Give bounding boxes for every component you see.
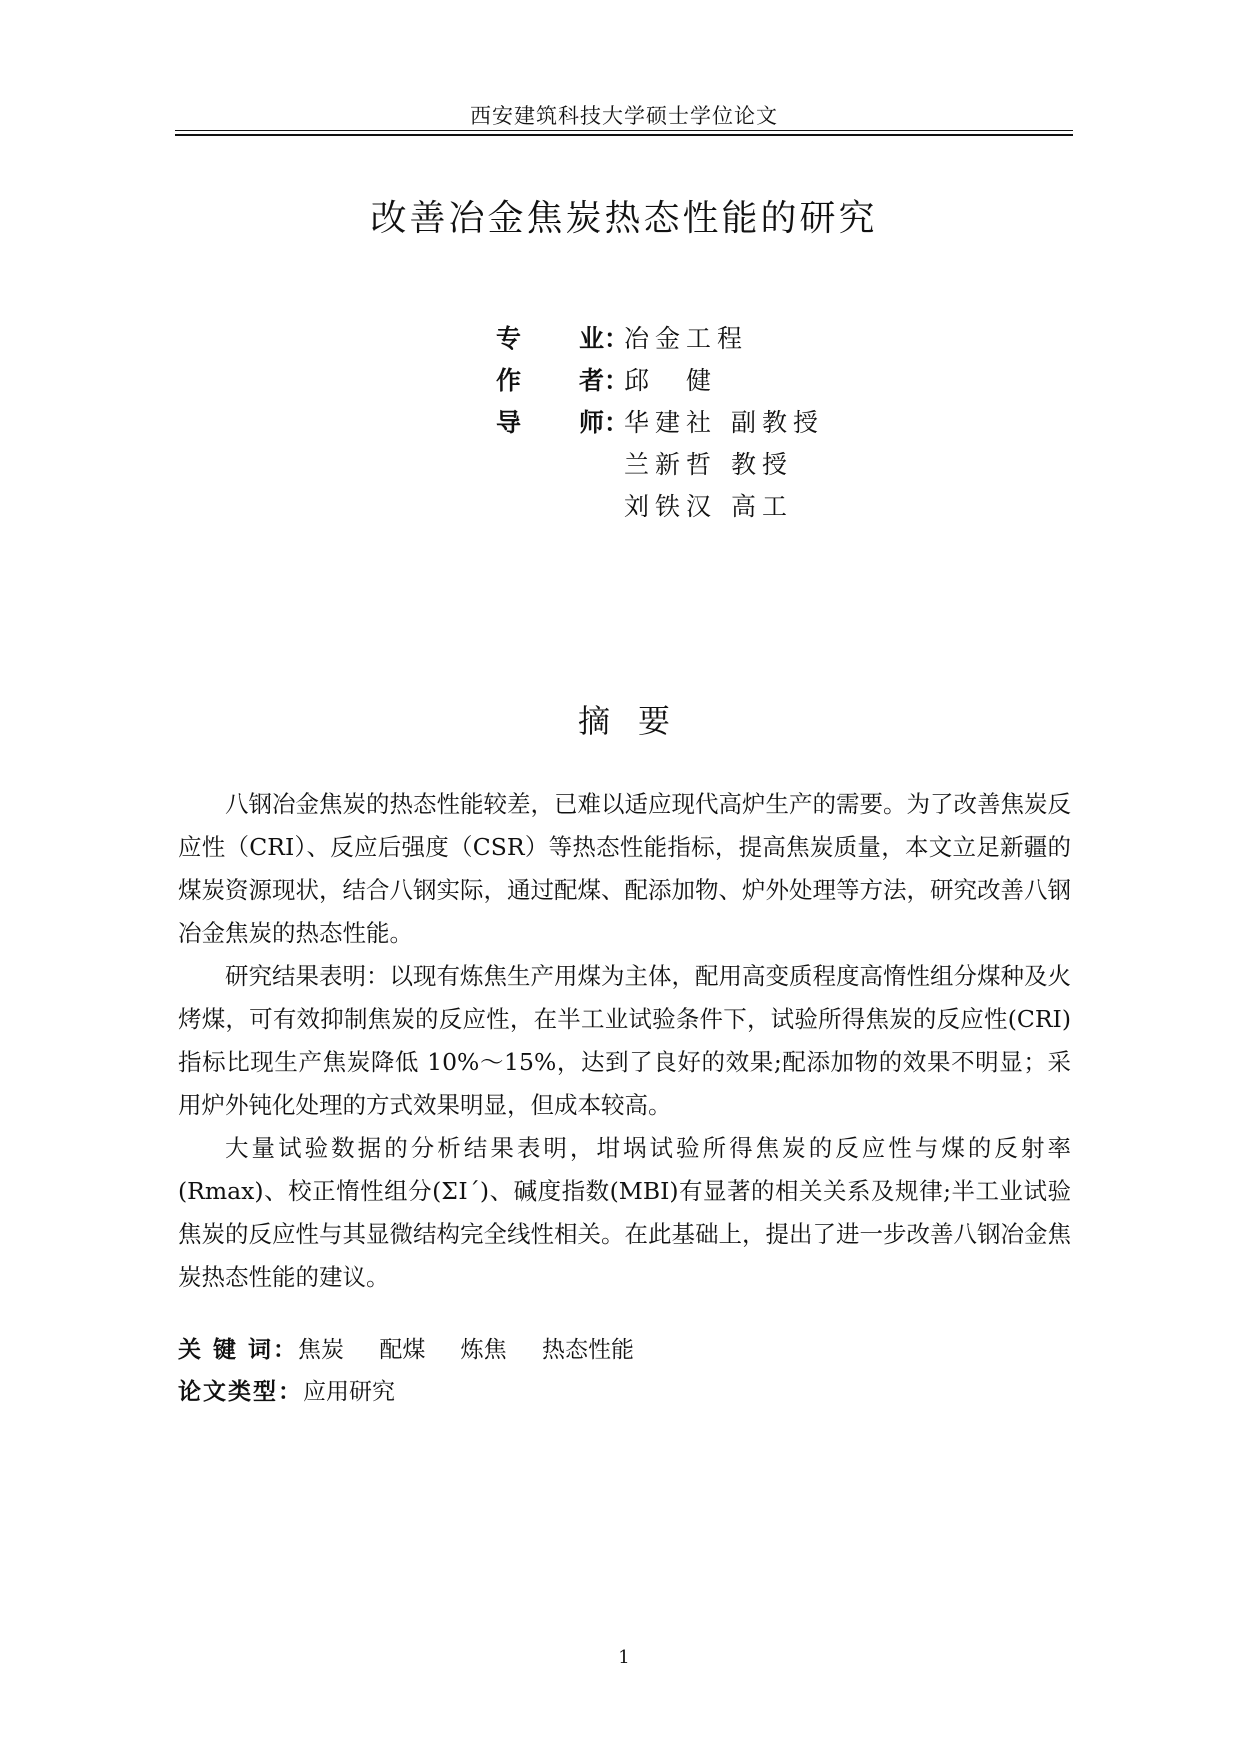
advisor-name-1: 华建社 副教授 [624, 408, 824, 437]
advisor-row [496, 402, 824, 444]
keyword-item: 焦炭 [298, 1337, 345, 1363]
author-label [496, 360, 604, 402]
major-label-char-2: 业 [578, 324, 604, 353]
abstract-heading: 摘要 [577, 702, 698, 740]
major-row [496, 318, 824, 360]
header-rule-thin [175, 130, 1073, 131]
keyword-item: 配煤 [379, 1337, 426, 1363]
major-label-char-1: 专 [496, 324, 522, 353]
page-number: 1 [618, 1647, 630, 1668]
author-row [496, 360, 824, 402]
advisor-label-char-1: 导 [496, 408, 522, 437]
advisor-label-char-2: 师 [578, 408, 604, 437]
thesis-type-label: 论文类型： [178, 1379, 303, 1405]
keywords-line [178, 1330, 662, 1370]
author-info-block [496, 318, 824, 528]
header-rule-thick [175, 134, 1073, 136]
advisor-row-3 [496, 486, 824, 528]
advisor-colon: ： [604, 408, 630, 437]
thesis-title: 改善冶金焦炭热态性能的研究 [370, 198, 878, 239]
advisor-label [496, 402, 604, 444]
major-label [496, 318, 604, 360]
author-colon: ： [604, 366, 630, 395]
thesis-type-value: 应用研究 [303, 1379, 395, 1405]
keyword-item: 炼焦 [460, 1337, 507, 1363]
keywords-label: 关 键 词： [178, 1337, 299, 1363]
abstract-paragraph-2: 研究结果表明：以现有炼焦生产用煤为主体，配用高变质程度高惰性组分煤种及火烤煤，可有效抑制焦炭的反应性，在半工业试验条件下，试验所得焦炭的反应性(CRI)指标比现生产焦炭降低 10%～15%，达到了良好的效果;配添加物的效果不明显；采用炉外钝化处理的方式效果明显，但成本较高。 [178, 962, 1071, 1119]
advisor-name-2: 兰新哲 教授 [624, 450, 793, 479]
keywords-list [298, 1330, 662, 1370]
major-value: 冶金工程 [624, 324, 749, 353]
advisor-name-3: 刘铁汉 高工 [624, 492, 793, 521]
abstract-body [178, 783, 1071, 1299]
author-label-char-1: 作 [496, 366, 522, 395]
major-colon: ： [604, 324, 630, 353]
abstract-paragraph-3: 大量试验数据的分析结果表明，坩埚试验所得焦炭的反应性与煤的反射率(Rmax)、校正惰性组分(ΣⅠ´)、碱度指数(MBI)有显著的相关关系及规律;半工业试验焦炭的反应性与其显微结构完全线性相关。在此基础上，提出了进一步改善八钢冶金焦炭热态性能的建议。 [178, 1134, 1071, 1291]
author-label-char-2: 者 [578, 366, 604, 395]
author-value: 邱 健 [624, 366, 718, 395]
keyword-item: 热态性能 [541, 1337, 634, 1363]
advisor-row-2 [496, 444, 824, 486]
thesis-type-line [178, 1372, 395, 1412]
abstract-paragraph-1: 八钢冶金焦炭的热态性能较差，已难以适应现代高炉生产的需要。为了改善焦炭反应性（CRI）、反应后强度（CSR）等热态性能指标，提高焦炭质量，本文立足新疆的煤炭资源现状，结合八钢实际，通过配煤、配添加物、炉外处理等方法，研究改善八钢冶金焦炭的热态性能。 [178, 790, 1071, 947]
running-header: 西安建筑科技大学硕士学位论文 [470, 104, 778, 128]
